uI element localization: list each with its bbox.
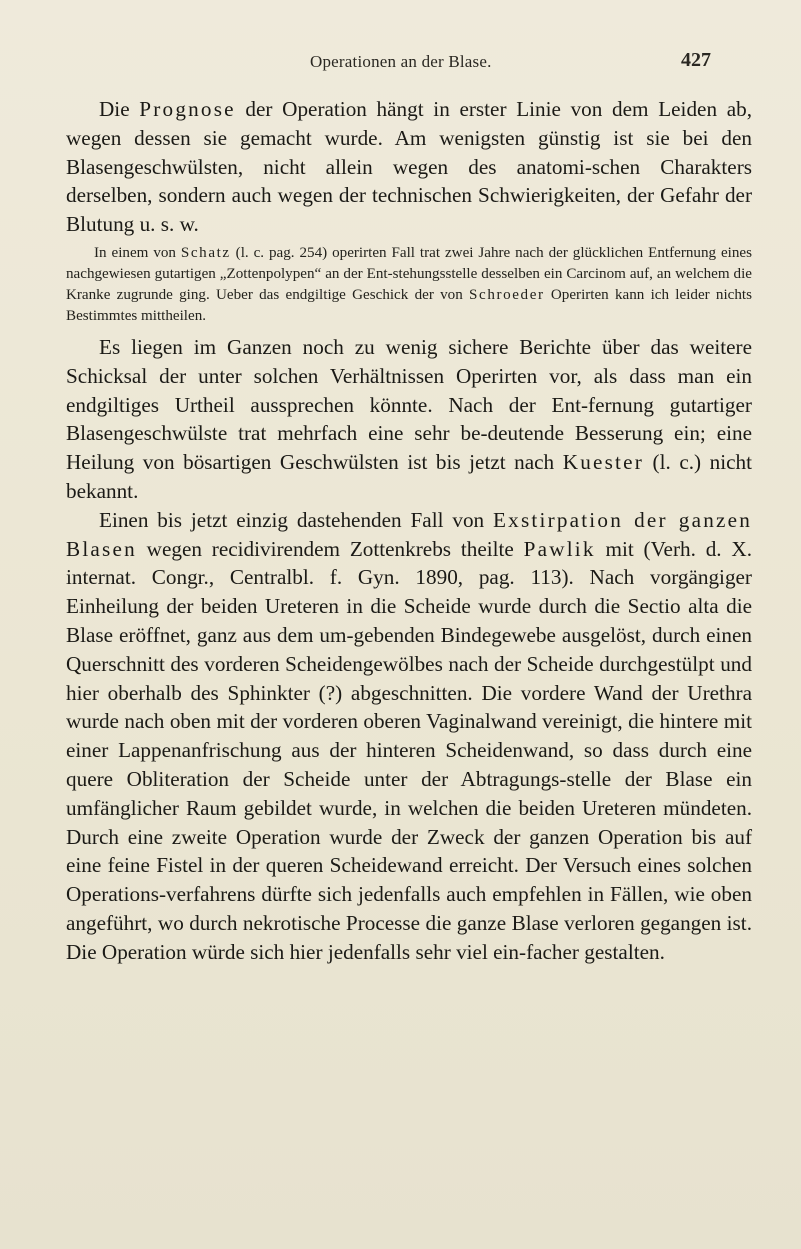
body-text [66,95,752,967]
paragraph-text: Es liegen im Ganzen noch zu wenig sichere Berichte über das weitere Schicksal der unter solchen Verhältnissen Operirten vor, als dass man ein endgiltiges Urtheil aussprechen könnte. Nach der Ent-fernung gutartiger Blasengeschwülste trat mehrfach eine sehr be-deutende Besserung ein; eine Heilung von bösartigen Geschwülsten ist bis jetzt nach [66,334,752,475]
paragraph-exstirpation [66,506,752,967]
paragraph-text: der Operation hängt in erster Linie von dem Leiden ab, wegen dessen sie gemacht wurde. Am wenigsten günstig ist sie bei den Blasengeschwülsten, nicht allein wegen des anatomi-schen Charakters derselben, sondern auch wegen der technischen Schwierigkeiten, der Gefahr der Blutung u. s. w. [66,97,753,237]
paragraph-text: (l. c.) nicht bekannt. [66,450,752,503]
note-text: In einem von [94,244,181,261]
emphasized-term-prognose: Prognose [139,97,236,121]
author-name-pawlik: Pawlik [523,536,596,561]
paragraph-prognose [66,95,752,239]
paragraph-text: Einen bis jetzt einzig dastehenden Fall von [99,507,494,532]
author-name-kuester: Kuester [562,450,644,475]
author-name-schatz: Schatz [180,244,231,261]
note-text: Operirten kann ich leider nichts Bestimmtes mittheilen. [66,286,752,324]
paragraph-berichte [66,333,752,506]
paragraph-text: mit (Verh. d. X. internat. Congr., Centralbl. f. Gyn. 1890, pag. 113). Nach vorgängiger Einheilung der beiden Ureteren in die Scheide wurde durch die Sectio alta die Blase eröffnet, ganz aus dem um-gebenden Bindegewebe ausgelöst, durch einen Querschnitt des vorderen Scheidengewölbes nach der Scheide durchgestülpt und hier oberhalb des Sphinkter (?) abgeschnitten. Die vordere Wand der Urethra wurde nach oben mit der vorderen oberen Vaginalwand vereinigt, die hintere mit einer Lappenanfrischung aus der hinteren Scheidenwand, so dass durch eine quere Obliteration der Scheide unter der Abtragungs-stelle der Blase ein umfänglicher Raum gebildet wurde, in welchen die beiden Ureteren mündeten. Durch eine zweite Operation wurde der Zweck der ganzen Operation bis auf eine feine Fistel in der queren Scheidewand erreicht. Der Versuch eines solchen Operations-verfahrens dürfte sich jedenfalls auch empfehlen in Fällen, wie oben angeführt, wo durch nekrotische Processe die ganze Blase verloren gegangen ist. Die Operation würde sich hier jedenfalls sehr viel ein-facher gestalten. [66,536,752,964]
paragraph-text: Die [99,97,140,121]
page-number: 427 [681,49,711,71]
paragraph-text: wegen recidivirendem Zottenkrebs theilte [136,536,524,561]
note-text: (l. c. pag. 254) operirten Fall trat zwei Jahre nach der glücklichen Entfernung eines nachgewiesen gutartigen „Zottenpolypen“ an der Ent-stehungsstelle desselben ein Carcinom auf, an welchem die Kranke zugrunde ging. Ueber das endgiltige Geschick der von [66,244,752,303]
emphasized-term-exstirpation: Exstirpation der ganzen Blasen [66,507,752,561]
footnote-paragraph [66,243,752,327]
running-head-title: Operationen an der Blase. [310,52,492,71]
author-name-schroeder: Schroeder [469,286,545,303]
